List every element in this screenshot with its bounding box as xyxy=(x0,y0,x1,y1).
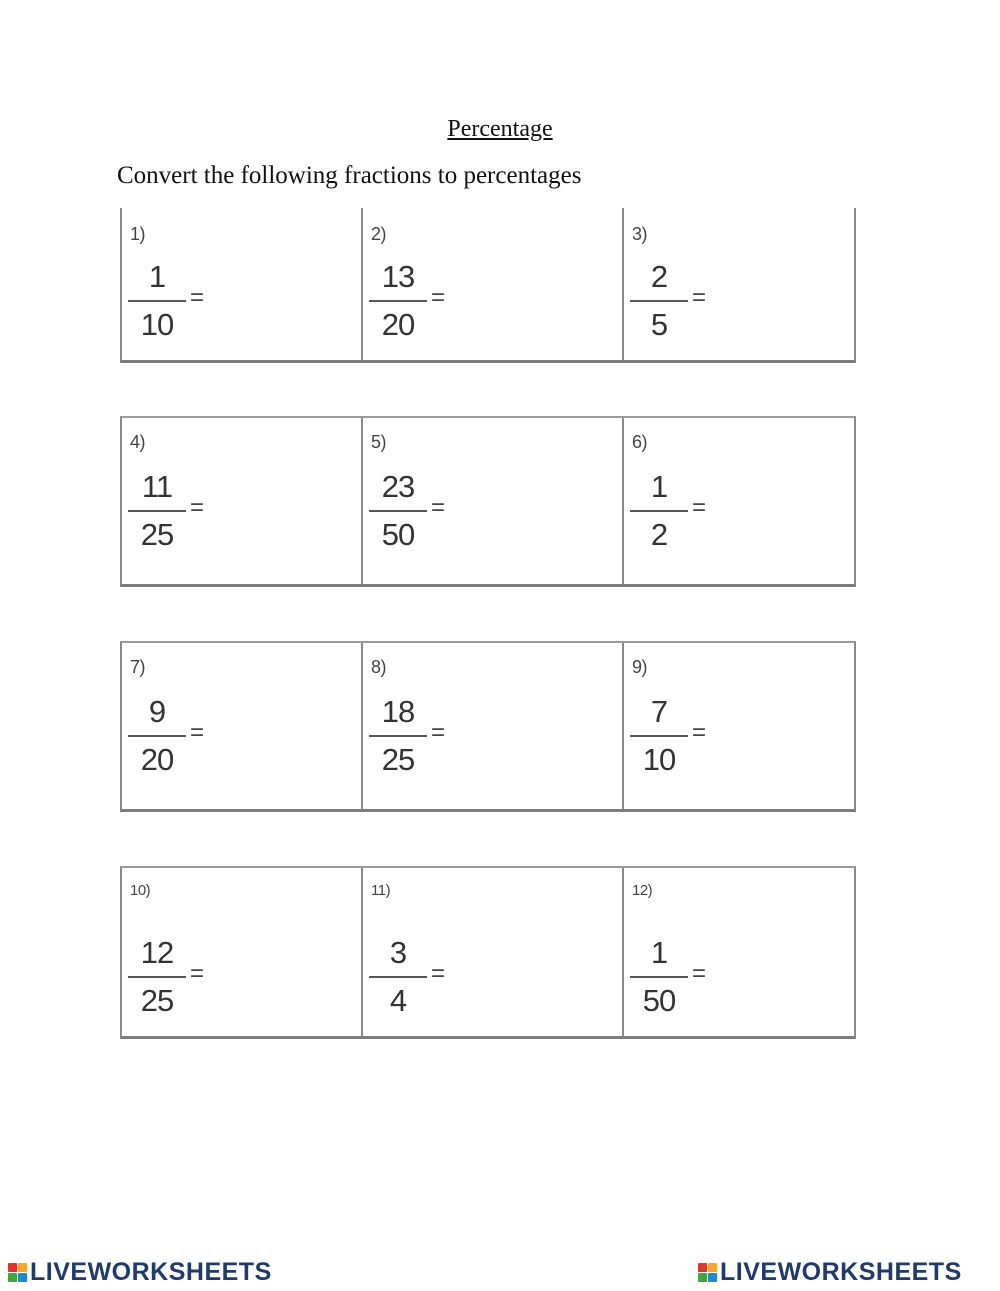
problem-cell xyxy=(363,208,624,360)
problem-cell xyxy=(122,643,363,809)
fraction-bar xyxy=(128,300,186,302)
fraction xyxy=(630,258,688,342)
numerator: 3 xyxy=(389,935,407,970)
denominator: 10 xyxy=(642,742,676,777)
fraction xyxy=(369,934,427,1018)
fraction xyxy=(630,693,688,777)
fraction xyxy=(630,468,688,552)
logo-text: LIVEWORKSHEETS xyxy=(30,1258,272,1286)
problem-cell xyxy=(624,868,854,1036)
denominator: 10 xyxy=(140,307,174,342)
fraction-bar xyxy=(128,976,186,978)
numerator: 23 xyxy=(381,469,415,504)
problem-number: 5) xyxy=(371,432,387,452)
problem-cell xyxy=(624,643,854,809)
fraction xyxy=(369,468,427,552)
fraction xyxy=(128,468,186,552)
fraction-bar xyxy=(630,735,688,737)
numerator: 2 xyxy=(650,259,668,294)
equals-sign: = xyxy=(692,960,707,987)
equals-sign: = xyxy=(431,960,446,987)
fraction-bar xyxy=(128,735,186,737)
fraction xyxy=(128,934,186,1018)
numerator: 13 xyxy=(381,259,415,294)
numerator: 1 xyxy=(148,259,166,294)
problem-number: 10) xyxy=(130,882,151,899)
equals-sign: = xyxy=(190,494,205,521)
fraction xyxy=(128,693,186,777)
problem-cell xyxy=(363,418,624,584)
problem-cell xyxy=(122,208,363,360)
fraction-bar xyxy=(369,510,427,512)
fraction xyxy=(128,258,186,342)
logo-block xyxy=(8,1263,17,1272)
denominator: 5 xyxy=(650,307,668,342)
problem-number: 2) xyxy=(371,224,387,244)
numerator: 9 xyxy=(148,694,166,729)
logo-text: LIVEWORKSHEETS xyxy=(720,1258,962,1286)
numerator: 18 xyxy=(381,694,415,729)
page-title: Percentage xyxy=(447,116,553,142)
equals-sign: = xyxy=(431,719,446,746)
fraction-bar xyxy=(630,300,688,302)
liveworksheets-icon xyxy=(8,1263,27,1282)
equals-sign: = xyxy=(190,284,205,311)
fraction xyxy=(369,693,427,777)
fraction-bar xyxy=(630,976,688,978)
problem-cell xyxy=(624,208,854,360)
problem-cell xyxy=(363,643,624,809)
fraction xyxy=(369,258,427,342)
problem-row-2 xyxy=(120,416,856,587)
numerator: 1 xyxy=(650,469,668,504)
logo-block xyxy=(698,1263,707,1272)
problem-row-4 xyxy=(120,866,856,1039)
problem-number: 9) xyxy=(632,657,648,677)
denominator: 25 xyxy=(140,983,174,1018)
fraction-bar xyxy=(369,976,427,978)
fraction-bar xyxy=(369,735,427,737)
equals-sign: = xyxy=(190,719,205,746)
equals-sign: = xyxy=(692,494,707,521)
numerator: 11 xyxy=(141,469,173,504)
denominator: 20 xyxy=(381,307,415,342)
problem-cell xyxy=(363,868,624,1036)
denominator: 2 xyxy=(650,517,668,552)
equals-sign: = xyxy=(190,960,205,987)
denominator: 25 xyxy=(381,742,415,777)
fraction xyxy=(630,934,688,1018)
denominator: 50 xyxy=(642,983,676,1018)
liveworksheets-logo xyxy=(698,1258,962,1287)
problem-number: 1) xyxy=(130,224,146,244)
numerator: 7 xyxy=(650,694,668,729)
logo-block xyxy=(708,1263,717,1272)
problem-number: 11) xyxy=(371,882,391,899)
liveworksheets-logo xyxy=(8,1258,272,1287)
liveworksheets-icon xyxy=(698,1263,717,1282)
problem-row-1 xyxy=(120,208,856,363)
equals-sign: = xyxy=(431,284,446,311)
logo-block xyxy=(18,1263,27,1272)
problem-number: 12) xyxy=(632,882,653,899)
denominator: 25 xyxy=(140,517,174,552)
logo-block xyxy=(8,1273,17,1282)
problem-number: 7) xyxy=(130,657,146,677)
problem-row-3 xyxy=(120,641,856,812)
problem-cell xyxy=(624,418,854,584)
logo-block xyxy=(18,1273,27,1282)
equals-sign: = xyxy=(431,494,446,521)
logo-block xyxy=(698,1273,707,1282)
instruction-text: Convert the following fractions to percentages xyxy=(117,162,582,189)
problem-number: 8) xyxy=(371,657,387,677)
fraction-bar xyxy=(128,510,186,512)
problem-number: 3) xyxy=(632,224,648,244)
denominator: 4 xyxy=(389,983,407,1018)
numerator: 12 xyxy=(140,935,174,970)
equals-sign: = xyxy=(692,719,707,746)
denominator: 50 xyxy=(381,517,415,552)
problem-cell xyxy=(122,868,363,1036)
denominator: 20 xyxy=(140,742,174,777)
fraction-bar xyxy=(369,300,427,302)
numerator: 1 xyxy=(650,935,668,970)
logo-block xyxy=(708,1273,717,1282)
problem-number: 4) xyxy=(130,432,146,452)
problem-number: 6) xyxy=(632,432,648,452)
fraction-bar xyxy=(630,510,688,512)
problem-cell xyxy=(122,418,363,584)
equals-sign: = xyxy=(692,284,707,311)
